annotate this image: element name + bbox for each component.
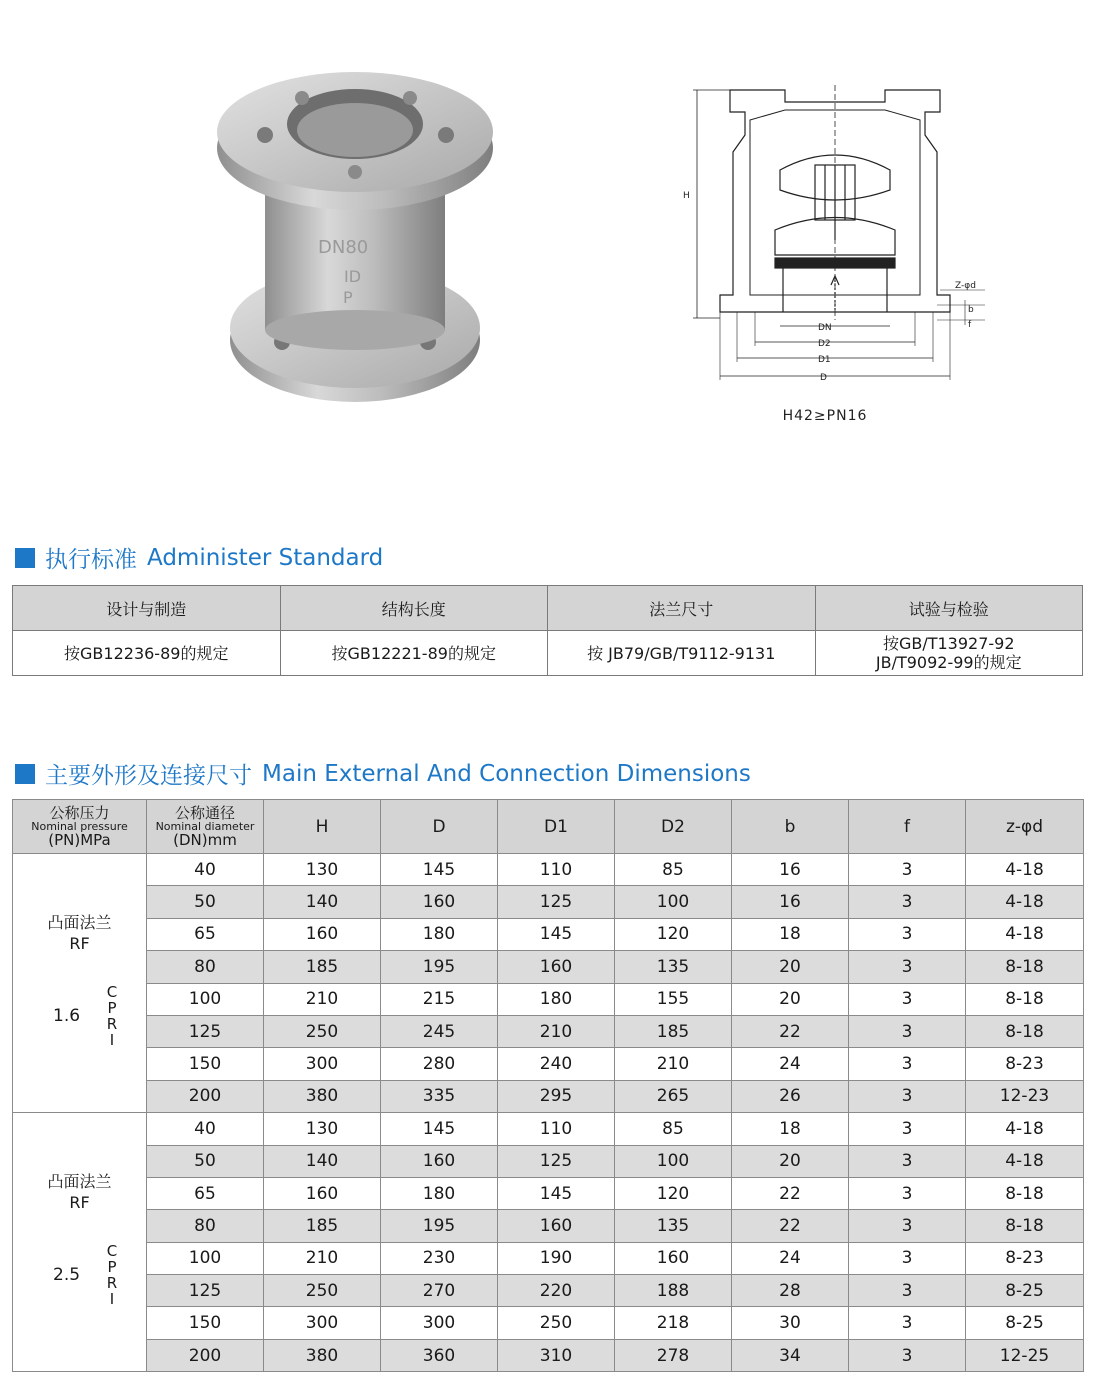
header-flange: 法兰尺寸 xyxy=(548,586,816,631)
dim-label-f: f xyxy=(968,320,972,330)
cell-z-d: 8-18 xyxy=(966,1210,1084,1242)
cell-f: 3 xyxy=(849,1048,966,1080)
table-row xyxy=(13,1015,1084,1047)
cell-d: 145 xyxy=(381,854,498,886)
cell-h: 130 xyxy=(264,854,381,886)
dim-label-d: D xyxy=(820,373,827,383)
header-nominal-diameter xyxy=(147,800,264,854)
cell-d2: 218 xyxy=(615,1307,732,1339)
cell-d2: 100 xyxy=(615,886,732,918)
cell-b: 16 xyxy=(732,854,849,886)
section-square-icon xyxy=(15,764,35,784)
cell-d1: 240 xyxy=(498,1048,615,1080)
cell-b: 20 xyxy=(732,1145,849,1177)
flange-type-label xyxy=(13,1171,146,1213)
cell-d2: 185 xyxy=(615,1015,732,1047)
table-row xyxy=(13,1242,1084,1274)
pressure-group-cell xyxy=(13,1113,147,1372)
cell-d2: 120 xyxy=(615,918,732,950)
cell-z-d: 4-18 xyxy=(966,854,1084,886)
value-test xyxy=(815,631,1083,676)
cell-d2: 85 xyxy=(615,1113,732,1145)
cell-d1: 160 xyxy=(498,1210,615,1242)
cell-d2: 135 xyxy=(615,951,732,983)
header-pn-unit: (PN)MPa xyxy=(48,831,111,849)
cell-b: 18 xyxy=(732,1113,849,1145)
table-row xyxy=(13,1080,1084,1112)
value-design: 按GB12236-89的规定 xyxy=(13,631,281,676)
cell-b: 34 xyxy=(732,1339,849,1371)
value-length: 按GB12221-89的规定 xyxy=(280,631,548,676)
cell-h: 380 xyxy=(264,1339,381,1371)
material-letter: I xyxy=(109,1031,115,1049)
cell-d1: 310 xyxy=(498,1339,615,1371)
cell-b: 20 xyxy=(732,951,849,983)
cell-f: 3 xyxy=(849,854,966,886)
cell-z-d: 8-18 xyxy=(966,1015,1084,1047)
cell-d1: 250 xyxy=(498,1307,615,1339)
cell-d: 360 xyxy=(381,1339,498,1371)
header-d1: D1 xyxy=(498,800,615,854)
dim-label-h: H xyxy=(683,191,690,201)
cell-h: 185 xyxy=(264,951,381,983)
cell-d1: 295 xyxy=(498,1080,615,1112)
table-row xyxy=(13,854,1084,886)
cell-d2: 278 xyxy=(615,1339,732,1371)
cell-f: 3 xyxy=(849,1210,966,1242)
cell-d: 270 xyxy=(381,1275,498,1307)
cell-h: 210 xyxy=(264,1242,381,1274)
section-title-standard xyxy=(15,541,383,574)
cell-f: 3 xyxy=(849,983,966,1015)
cell-d2: 100 xyxy=(615,1145,732,1177)
cell-h: 250 xyxy=(264,1015,381,1047)
valve-photo xyxy=(210,60,500,415)
cell-z-d: 8-23 xyxy=(966,1242,1084,1274)
material-letter: R xyxy=(106,1274,118,1293)
header-pn-cn: 公称压力 xyxy=(49,804,110,822)
cell-b: 30 xyxy=(732,1307,849,1339)
cell-h: 130 xyxy=(264,1113,381,1145)
cell-z-d: 8-25 xyxy=(966,1275,1084,1307)
cell-z-d: 4-18 xyxy=(966,1145,1084,1177)
cell-d1: 125 xyxy=(498,1145,615,1177)
drawing-caption: H42≥PN16 xyxy=(782,408,868,424)
cell-dn: 40 xyxy=(147,1113,264,1145)
cell-d2: 188 xyxy=(615,1275,732,1307)
material-letter: C xyxy=(106,1242,118,1261)
cell-z-d: 8-23 xyxy=(966,1048,1084,1080)
cell-f: 3 xyxy=(849,1145,966,1177)
material-code xyxy=(105,984,119,1048)
cell-f: 3 xyxy=(849,1015,966,1047)
cell-d1: 145 xyxy=(498,918,615,950)
section-square-icon xyxy=(15,548,35,568)
flange-type-label xyxy=(13,912,146,954)
dim-label-b: b xyxy=(968,305,974,315)
cell-dn: 50 xyxy=(147,886,264,918)
table-row xyxy=(13,1275,1084,1307)
cell-d2: 85 xyxy=(615,854,732,886)
cell-d: 245 xyxy=(381,1015,498,1047)
cell-f: 3 xyxy=(849,918,966,950)
cell-f: 3 xyxy=(849,1307,966,1339)
cell-dn: 100 xyxy=(147,983,264,1015)
cell-d: 215 xyxy=(381,983,498,1015)
cell-z-d: 4-18 xyxy=(966,1113,1084,1145)
cell-d2: 135 xyxy=(615,1210,732,1242)
cell-f: 3 xyxy=(849,951,966,983)
section-title-cn: 主要外形及连接尺寸 xyxy=(45,763,252,789)
table-row xyxy=(13,1177,1084,1209)
table-row xyxy=(13,983,1084,1015)
table-row xyxy=(13,1307,1084,1339)
cell-z-d: 12-23 xyxy=(966,1080,1084,1112)
section-title-en: Administer Standard xyxy=(147,544,384,571)
table-row xyxy=(13,918,1084,950)
dim-label-d2: D2 xyxy=(818,339,831,349)
pressure-value: 2.5 xyxy=(53,1265,81,1286)
header-nominal-pressure xyxy=(13,800,147,854)
flange-type-cn: 凸面法兰 xyxy=(47,913,112,932)
header-b: b xyxy=(732,800,849,854)
table-row xyxy=(13,1210,1084,1242)
flange-type-cn: 凸面法兰 xyxy=(47,1172,112,1192)
cell-dn: 125 xyxy=(147,1275,264,1307)
header-dn-en: Nominal diameter xyxy=(155,820,255,833)
cell-d1: 145 xyxy=(498,1177,615,1209)
dimensions-body xyxy=(13,854,1084,1372)
cell-dn: 200 xyxy=(147,1339,264,1371)
standards-header-row xyxy=(13,586,1083,631)
cell-d1: 210 xyxy=(498,1015,615,1047)
cell-f: 3 xyxy=(849,1242,966,1274)
cell-h: 160 xyxy=(264,918,381,950)
valve-cross-section-drawing xyxy=(675,80,995,390)
cell-b: 24 xyxy=(732,1048,849,1080)
cell-d2: 155 xyxy=(615,983,732,1015)
pressure-group-cell xyxy=(13,854,147,1113)
cell-h: 250 xyxy=(264,1275,381,1307)
cell-b: 28 xyxy=(732,1275,849,1307)
flange-type-en: RF xyxy=(69,1193,90,1213)
cell-d1: 160 xyxy=(498,951,615,983)
cell-d: 195 xyxy=(381,1210,498,1242)
cell-d1: 180 xyxy=(498,983,615,1015)
cell-b: 20 xyxy=(732,983,849,1015)
material-code xyxy=(105,1243,119,1307)
header-dn-unit: (DN)mm xyxy=(173,831,237,849)
cell-d: 180 xyxy=(381,918,498,950)
cell-dn: 125 xyxy=(147,1015,264,1047)
dimensions-header-row xyxy=(13,800,1084,854)
header-z-d: z-φd xyxy=(966,800,1084,854)
material-letter: P xyxy=(107,1258,117,1277)
cell-dn: 150 xyxy=(147,1307,264,1339)
table-row xyxy=(13,1113,1084,1145)
cell-d2: 160 xyxy=(615,1242,732,1274)
pressure-value: 1.6 xyxy=(53,1006,81,1026)
cell-dn: 80 xyxy=(147,1210,264,1242)
cell-z-d: 8-25 xyxy=(966,1307,1084,1339)
casting-mark-dn: DN80 xyxy=(318,237,369,258)
cell-z-d: 8-18 xyxy=(966,951,1084,983)
cell-d: 160 xyxy=(381,886,498,918)
cell-d: 145 xyxy=(381,1113,498,1145)
header-dn-cn: 公称通径 xyxy=(174,804,235,822)
cell-z-d: 4-18 xyxy=(966,886,1084,918)
cell-d: 280 xyxy=(381,1048,498,1080)
cell-f: 3 xyxy=(849,1177,966,1209)
cell-d2: 120 xyxy=(615,1177,732,1209)
cell-f: 3 xyxy=(849,886,966,918)
cell-d: 300 xyxy=(381,1307,498,1339)
cell-h: 380 xyxy=(264,1080,381,1112)
cell-b: 22 xyxy=(732,1015,849,1047)
header-length: 结构长度 xyxy=(280,586,548,631)
table-row xyxy=(13,951,1084,983)
table-row xyxy=(13,1145,1084,1177)
cell-dn: 150 xyxy=(147,1048,264,1080)
header-pn-en: Nominal pressure xyxy=(31,820,128,833)
cell-b: 24 xyxy=(732,1242,849,1274)
material-letter: P xyxy=(107,999,117,1017)
cell-d1: 110 xyxy=(498,1113,615,1145)
value-test-line1: 按GB/T13927-92 xyxy=(882,634,1015,653)
cell-f: 3 xyxy=(849,1080,966,1112)
section-title-cn: 执行标准 xyxy=(45,547,137,573)
cell-d1: 220 xyxy=(498,1275,615,1307)
cell-b: 18 xyxy=(732,918,849,950)
cell-d: 230 xyxy=(381,1242,498,1274)
material-letter: R xyxy=(106,1015,118,1033)
cell-dn: 65 xyxy=(147,1177,264,1209)
casting-mark-p: P xyxy=(343,288,353,307)
cell-d: 180 xyxy=(381,1177,498,1209)
cell-dn: 80 xyxy=(147,951,264,983)
cell-b: 16 xyxy=(732,886,849,918)
cell-b: 26 xyxy=(732,1080,849,1112)
section-title-en: Main External And Connection Dimensions xyxy=(262,760,751,787)
cell-dn: 200 xyxy=(147,1080,264,1112)
cell-h: 300 xyxy=(264,1048,381,1080)
cell-h: 210 xyxy=(264,983,381,1015)
cell-f: 3 xyxy=(849,1275,966,1307)
cell-dn: 65 xyxy=(147,918,264,950)
cell-dn: 50 xyxy=(147,1145,264,1177)
cell-f: 3 xyxy=(849,1339,966,1371)
cell-d2: 265 xyxy=(615,1080,732,1112)
standards-value-row xyxy=(13,631,1083,676)
cell-h: 140 xyxy=(264,886,381,918)
material-letter: C xyxy=(106,983,118,1001)
cell-h: 140 xyxy=(264,1145,381,1177)
casting-mark-id: ID xyxy=(344,267,362,286)
cell-h: 185 xyxy=(264,1210,381,1242)
standards-table xyxy=(12,585,1083,676)
header-h: H xyxy=(264,800,381,854)
cell-d1: 110 xyxy=(498,854,615,886)
cell-d: 160 xyxy=(381,1145,498,1177)
dim-label-dn: DN xyxy=(818,323,832,333)
header-d2: D2 xyxy=(615,800,732,854)
header-design: 设计与制造 xyxy=(13,586,281,631)
dim-label-d1: D1 xyxy=(818,355,831,365)
section-title-dimensions xyxy=(15,757,751,790)
cell-d1: 125 xyxy=(498,886,615,918)
header-d: D xyxy=(381,800,498,854)
cell-z-d: 4-18 xyxy=(966,918,1084,950)
cell-f: 3 xyxy=(849,1113,966,1145)
cell-d: 195 xyxy=(381,951,498,983)
cell-dn: 100 xyxy=(147,1242,264,1274)
dimensions-table xyxy=(12,799,1084,1372)
cell-z-d: 12-25 xyxy=(966,1339,1084,1371)
flange-type-en: RF xyxy=(69,934,90,953)
table-row xyxy=(13,1048,1084,1080)
cell-dn: 40 xyxy=(147,854,264,886)
cell-b: 22 xyxy=(732,1177,849,1209)
cell-z-d: 8-18 xyxy=(966,983,1084,1015)
cell-d: 335 xyxy=(381,1080,498,1112)
cell-h: 300 xyxy=(264,1307,381,1339)
cell-h: 160 xyxy=(264,1177,381,1209)
value-flange: 按 JB79/GB/T9112-9131 xyxy=(548,631,816,676)
dim-label-zd: Z-φd xyxy=(955,281,976,291)
header-test: 试验与检验 xyxy=(815,586,1083,631)
cell-z-d: 8-18 xyxy=(966,1177,1084,1209)
header-f: f xyxy=(849,800,966,854)
material-letter: I xyxy=(109,1290,115,1309)
cell-d2: 210 xyxy=(615,1048,732,1080)
cell-d1: 190 xyxy=(498,1242,615,1274)
value-test-line2: JB/T9092-99的规定 xyxy=(875,653,1022,672)
cell-b: 22 xyxy=(732,1210,849,1242)
table-row xyxy=(13,886,1084,918)
table-row xyxy=(13,1339,1084,1371)
